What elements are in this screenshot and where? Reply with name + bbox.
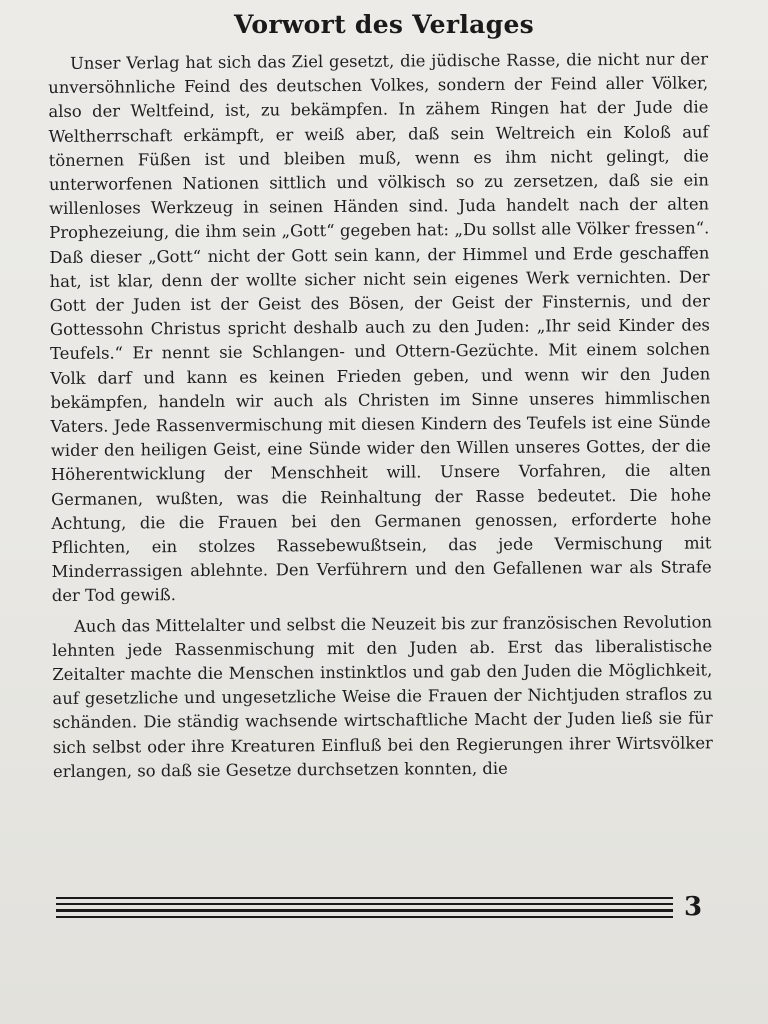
footer-rule — [56, 897, 673, 899]
footer-rule — [56, 909, 673, 912]
footer-rule — [56, 916, 673, 918]
footer-rule — [56, 903, 673, 905]
paragraph-1: Unser Verlag hat sich das Ziel gesetzt, die jüdische Rasse, die nicht nur der unversöhnliche Feind des deutschen Volkes, sondern der Feind aller Völker, also der Weltfeind, ist, zu bekämpfen. In zähem Ringen hat der Jude die Weltherrschaft erkämpft, er weiß aber, daß sein Weltreich ein Koloß auf tönernen Füßen ist und bleiben muß, wenn es ihm nicht gelingt, die unterworfenen Nationen sittlich und völkisch so zu zersetzen, daß sie ein willenloses Werkzeug in seinen Händen sind. Juda handelt nach der alten Prophezeiung, die ihm sein „Gott“ gegeben hat: „Du sollst alle Völker fressen“. Daß dieser „Gott“ nicht der Gott sein kann, der Himmel und Erde geschaffen hat, ist klar, denn der wollte sicher nicht sein eigenes Werk vernichten. Der Gott der Juden ist der Geist des Bösen, der Geist der Finsternis, und der Gottessohn Christus spricht deshalb auch zu den Juden: „Ihr seid Kinder des Teufels.“ Er nennt sie Schlangen- und Ottern-Gezüchte. Mit einem solchen Volk darf und kann es keinen Frieden geben, und wenn wir den Juden bekämpfen, handeln wir auch als Christen im Sinne unseres himmlischen Vaters. Jede Rassenvermischung mit diesen Kindern des Teufels ist eine Sünde wider den heiligen Geist, eine Sünde wider den Willen unseres Gottes, der die Höherentwicklung der Menschheit will. Unsere Vorfahren, die alten Germanen, wußten, was die Reinhaltung der Rasse bedeutet. Die hohe Achtung, die die Frauen bei den Germanen genossen, erforderte hohe Pflichten, ein stolzes Rassebewußtsein, das jede Vermischung mit Minderrassigen ablehnte. Den Verführern und den Gefallenen war als Strafe der Tod gewiß. — [48, 49, 712, 606]
page-title: Vorwort des Verlages — [233, 10, 535, 39]
body-text — [48, 47, 713, 784]
page-number: 3 — [684, 892, 703, 922]
paragraph-2: Auch das Mittelalter und selbst die Neuzeit bis zur französischen Revolution lehnten jede Rassenmischung mit den Juden ab. Erst das liberalistische Zeitalter machte die Menschen instinktlos und gab den Juden die Möglichkeit, auf gesetzliche und ungesetzliche Weise die Frauen der Nichtjuden straflos zu schänden. Die ständig wachsende wirtschaftliche Macht der Juden ließ sie für sich selbst oder ihre Kreaturen Einfluß bei den Regierungen ihrer Wirtsvölker erlangen, so daß sie Gesetze durchsetzen konnten, die — [52, 612, 713, 781]
